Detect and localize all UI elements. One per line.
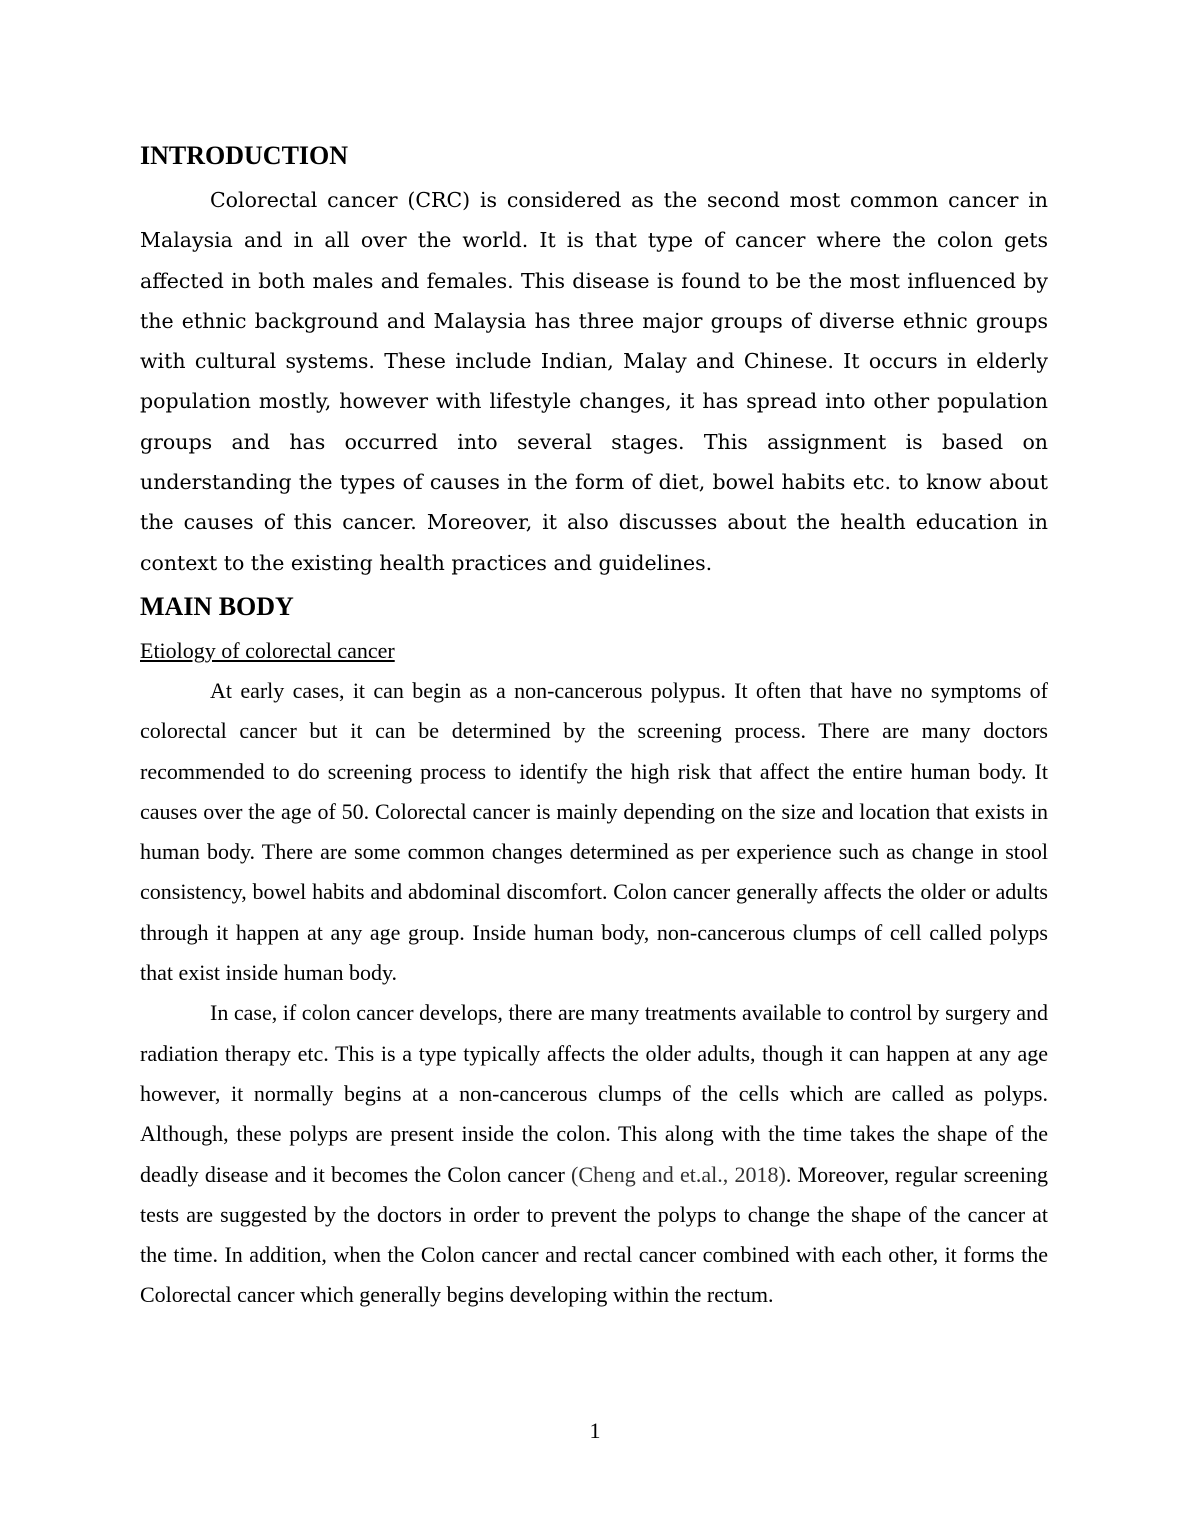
paragraph-2-text-end: . Moreover, regular screening tests are suggested by the doctors in order to prevent the polyps to change the shape of the cancer at the time. In addition, when the Colon cancer and rectal cancer combined with each other, it forms the Colorectal cancer which generally begins developing within the rectum. (140, 1161, 1049, 1308)
paragraph-2-text-start: In case, if colon cancer develops, there are many treatments available to control by surgery and radiation therapy etc. This is a type typically affects the older adults, though it can happen at any age however, it normally begins at a non-cancerous clumps of the cells which are called as polyps. Although, these polyps are present inside the colon. This along with the time takes the shape of the deadly disease and it becomes the Colon cancer (140, 1000, 1048, 1187)
introduction-paragraph: Colorectal cancer (CRC) is considered as the second most common cancer in Malaysia and in all over the world. It is that type of cancer where the colon gets affected in both males and females. This disease is found to be the most influenced by the ethnic background and Malaysia has three major groups of diverse ethnic groups with cultural systems. These include Indian, Malay and Chinese. It occurs in elderly population mostly, however with lifestyle changes, it has spread into other population groups and has occurred into several stages. This assignment is based on understanding the types of causes in the form of diet, bowel habits etc. to know about the causes of this cancer. Moreover, it also discusses about the health education in context to the existing health practices and guidelines. (140, 188, 1048, 575)
main-body-heading: MAIN BODY (140, 591, 294, 621)
etiology-subheading: Etiology of colorectal cancer (140, 637, 395, 663)
citation: (Cheng and et.al., 2018) (571, 1161, 786, 1187)
introduction-heading: INTRODUCTION (140, 141, 349, 170)
etiology-paragraph-1: At early cases, it can begin as a non-cancerous polypus. It often that have no symptoms of colorectal cancer but it can be determined by the screening process. There are many doctors recommended to do screening process to identify the high risk that affect the entire human body. It causes over the age of 50. Colorectal cancer is mainly depending on the size and location that exists in human body. There are some common changes determined as per experience such as change in stool consistency, bowel habits and abdominal discomfort. Colon cancer generally affects the older or adults through it happen at any age group. Inside human body, non-cancerous clumps of cell called polyps that exist inside human body. (140, 677, 1048, 986)
etiology-paragraph-2 (140, 993, 1048, 1315)
document-page (140, 138, 1048, 1316)
page-number: 1 (589, 1418, 601, 1443)
